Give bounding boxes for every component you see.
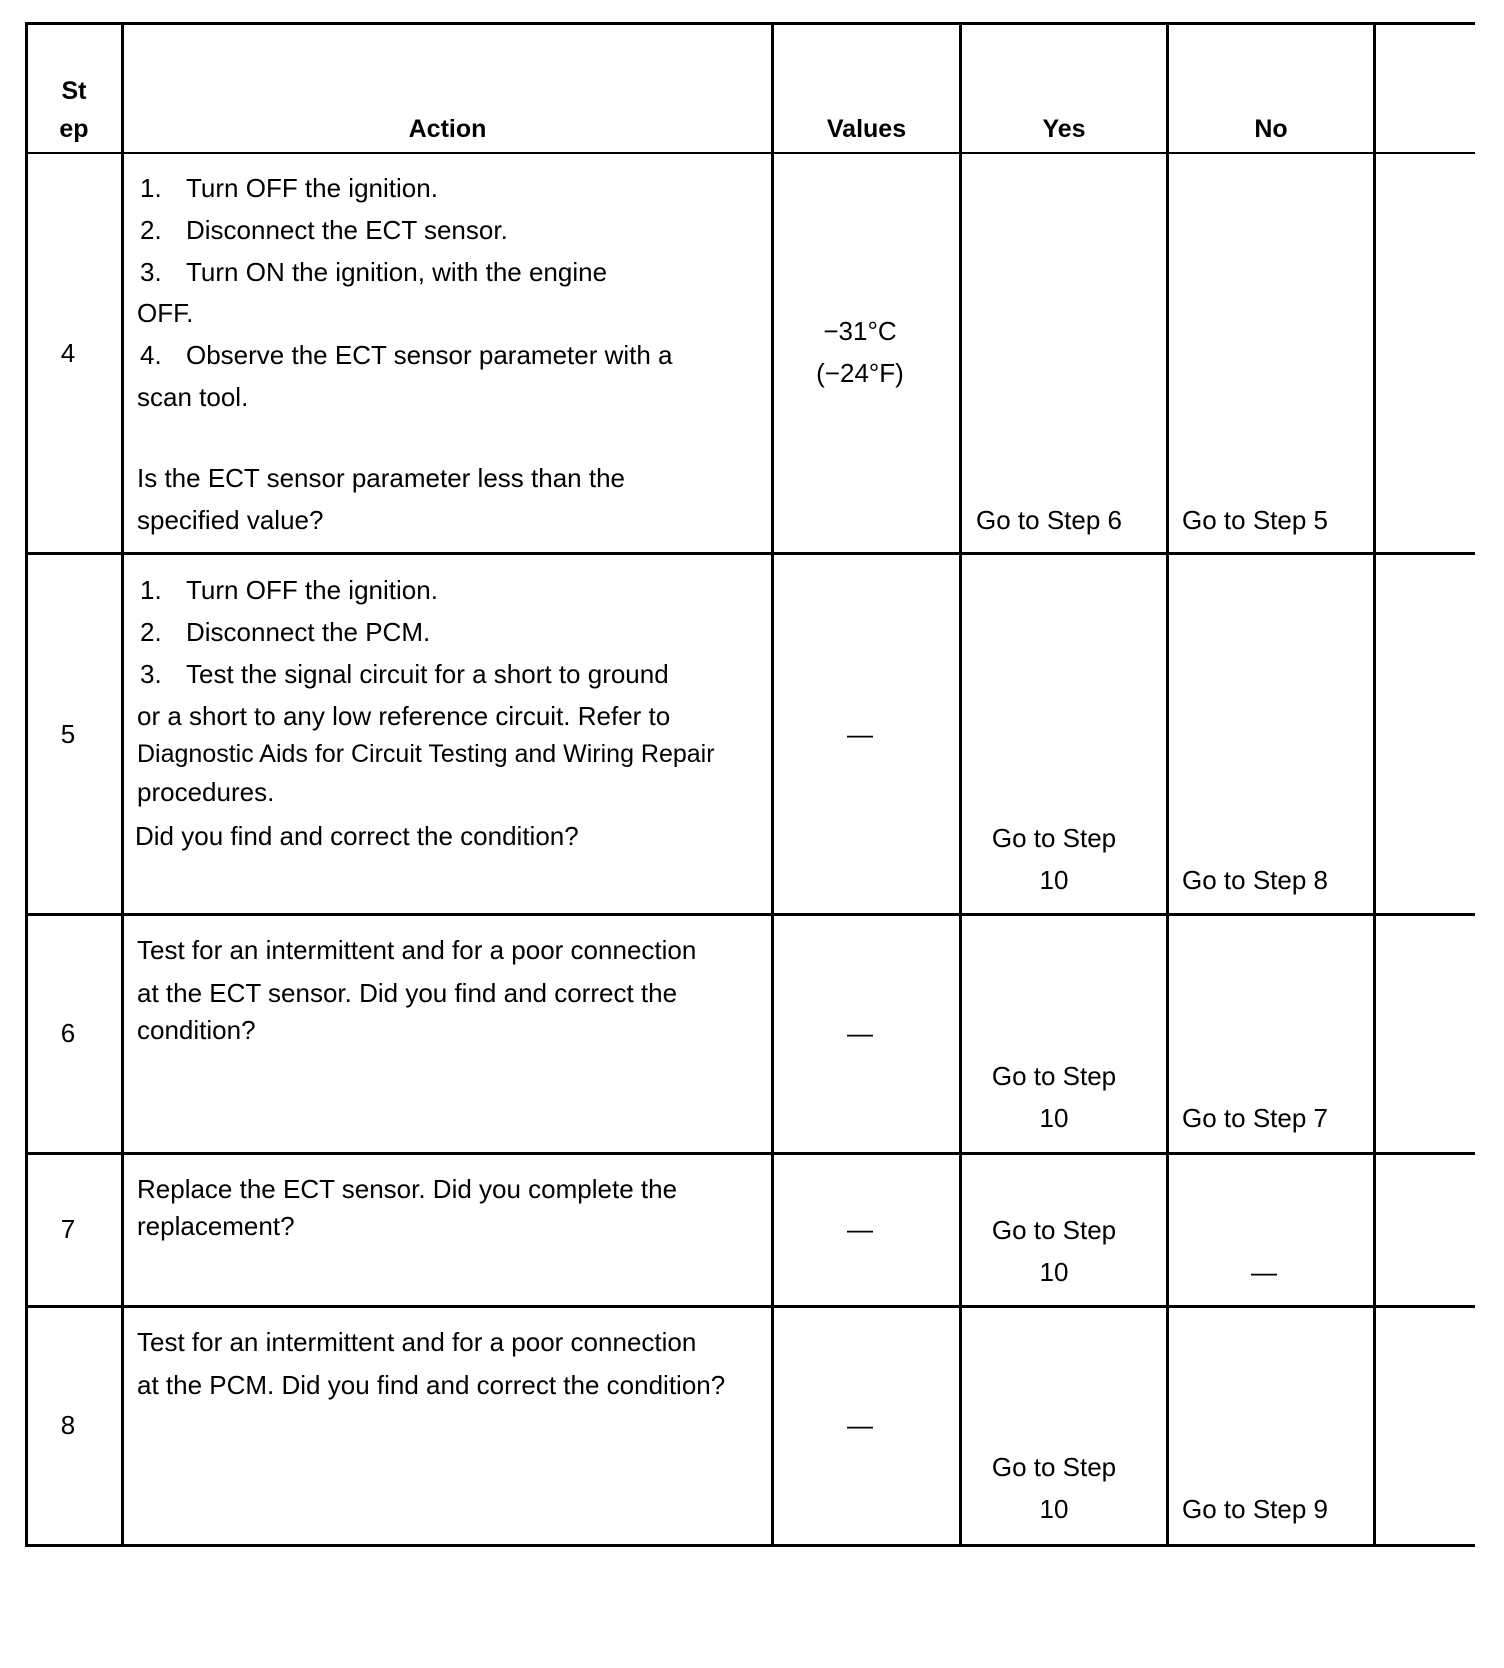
yes-result: Go to Step 6 [976, 505, 1122, 535]
column-divider [771, 22, 774, 1547]
yes-result: Go to Step [991, 1061, 1117, 1091]
header-step-line2: ep [59, 115, 89, 143]
header-divider [27, 152, 1475, 154]
row-divider [27, 913, 1475, 916]
action-line [140, 569, 438, 611]
no-result: Go to Step 7 [1182, 1103, 1328, 1133]
no-result: Go to Step 8 [1182, 865, 1328, 895]
column-divider [959, 22, 962, 1547]
action-text: Disconnect the ECT sensor. [186, 215, 508, 245]
action-line: replacement? [137, 1211, 295, 1241]
action-text: Turn ON the ignition, with the engine [186, 257, 608, 287]
list-number: 4. [140, 340, 162, 370]
action-line [140, 611, 430, 653]
header-step-line1: St [61, 77, 87, 105]
yes-result: Go to Step [991, 1452, 1117, 1482]
list-number: 3. [140, 659, 162, 689]
action-text: Turn OFF the ignition. [186, 575, 438, 605]
no-result-dash: — [1251, 1257, 1277, 1287]
value-dash: — [847, 1214, 873, 1244]
row-divider [27, 1305, 1475, 1308]
table-border-right [1373, 22, 1376, 1547]
header-action: Action [408, 115, 487, 143]
value-cell: (−24°F) [816, 358, 904, 388]
action-line: at the ECT sensor. Did you find and correct the [137, 978, 678, 1008]
header-no: No [1254, 115, 1288, 143]
action-line: scan tool. [137, 382, 249, 412]
yes-result-step: 10 [1039, 1103, 1069, 1133]
step-number: 8 [60, 1410, 76, 1440]
action-line: at the PCM. Did you find and correct the condition? [137, 1370, 726, 1400]
no-result: Go to Step 9 [1182, 1494, 1328, 1524]
list-number: 3. [140, 257, 162, 287]
action-line [140, 251, 607, 293]
header-values: Values [826, 115, 907, 143]
value-cell: −31°C [823, 316, 897, 346]
row-divider [27, 552, 1475, 555]
yes-result-step: 10 [1039, 865, 1069, 895]
value-dash: — [847, 719, 873, 749]
action-line: OFF. [137, 298, 194, 328]
action-line: Test for an intermittent and for a poor connection [137, 935, 697, 965]
row-divider [27, 1152, 1475, 1155]
action-question: Did you find and correct the condition? [135, 821, 579, 851]
header-yes: Yes [1042, 115, 1086, 143]
action-line: Diagnostic Aids for Circuit Testing and Wiring Repair [137, 740, 715, 768]
action-text: Disconnect the PCM. [186, 617, 431, 647]
action-line: or a short to any low reference circuit. Refer to [137, 701, 671, 731]
action-line: condition? [137, 1015, 256, 1045]
action-line [140, 334, 673, 376]
value-dash: — [847, 1018, 873, 1048]
action-text: Test the signal circuit for a short to ground [186, 659, 669, 689]
yes-result-step: 10 [1039, 1257, 1069, 1287]
step-number: 4 [60, 338, 76, 368]
action-question: Is the ECT sensor parameter less than the [137, 463, 625, 493]
column-divider [1166, 22, 1169, 1547]
action-line: Test for an intermittent and for a poor connection [137, 1327, 697, 1357]
table-border-bottom [27, 1544, 1475, 1547]
action-line: Replace the ECT sensor. Did you complete the [137, 1174, 678, 1204]
column-divider [121, 22, 124, 1547]
action-text: Turn OFF the ignition. [186, 173, 438, 203]
table-border-top [27, 22, 1475, 25]
yes-result: Go to Step [991, 823, 1117, 853]
step-number: 6 [60, 1018, 76, 1048]
value-dash: — [847, 1410, 873, 1440]
action-text: Observe the ECT sensor parameter with a [186, 340, 673, 370]
yes-result-step: 10 [1039, 1494, 1069, 1524]
list-number: 1. [140, 575, 162, 605]
table-border-left [25, 22, 28, 1547]
action-line: procedures. [137, 777, 275, 807]
yes-result: Go to Step [991, 1215, 1117, 1245]
action-line [140, 209, 508, 251]
action-line [140, 167, 438, 209]
list-number: 2. [140, 215, 162, 245]
action-line [140, 653, 669, 695]
action-question: specified value? [137, 505, 324, 535]
step-number: 7 [60, 1214, 76, 1244]
no-result: Go to Step 5 [1182, 505, 1328, 535]
list-number: 1. [140, 173, 162, 203]
list-number: 2. [140, 617, 162, 647]
step-number: 5 [60, 719, 76, 749]
